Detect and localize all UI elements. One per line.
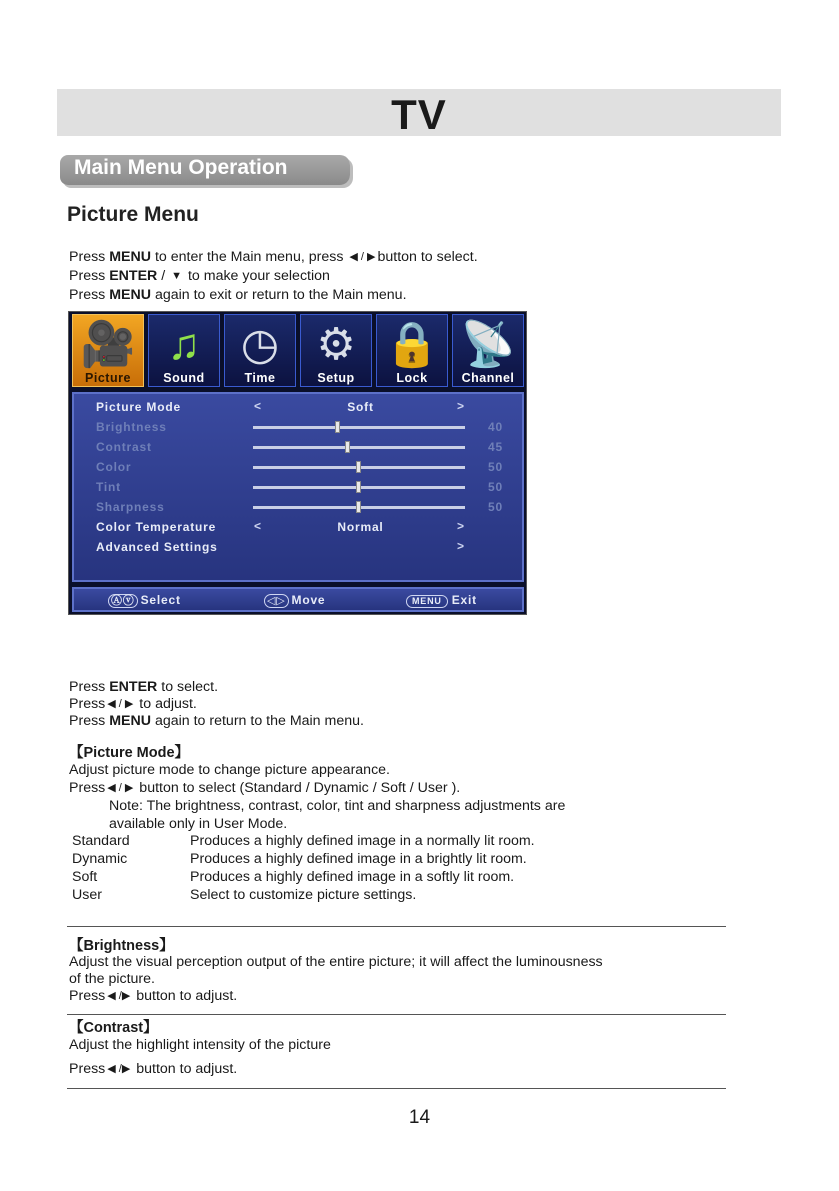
osd-tab-picture[interactable] bbox=[72, 314, 144, 387]
divider bbox=[67, 1014, 726, 1015]
osd-tab-label: Sound bbox=[163, 371, 205, 385]
picture-mode-title: 【Picture Mode】 bbox=[69, 745, 190, 761]
mode-term: Soft bbox=[72, 869, 98, 885]
slider-thumb[interactable] bbox=[335, 421, 340, 433]
contrast-press: Press ◀ /▶ button to adjust. bbox=[69, 1061, 238, 1077]
osd-tab-lock[interactable] bbox=[376, 314, 448, 387]
section-tab-label: Main Menu Operation bbox=[74, 156, 288, 179]
brightness-press: Press ◀ /▶ button to adjust. bbox=[69, 988, 238, 1004]
intro-line-1: Press MENU to enter the Main menu, press ◀ / ▶ button to select. bbox=[69, 249, 478, 265]
mode-term: Standard bbox=[72, 833, 130, 849]
left-right-icon: ◁▷ bbox=[264, 594, 289, 608]
gear-icon: ⚙ bbox=[316, 320, 356, 369]
down-arrow-icon: ▼ bbox=[171, 270, 183, 282]
osd-row-brightness[interactable]: Brightness 40 bbox=[96, 420, 503, 434]
lock-icon: 🔒 bbox=[384, 320, 440, 369]
mode-desc: Produces a highly defined image in a brightly lit room. bbox=[190, 851, 527, 867]
contrast-desc: Adjust the highlight intensity of the picture bbox=[69, 1037, 331, 1053]
page-title: TV bbox=[391, 91, 447, 138]
clock-icon: ◷ bbox=[240, 320, 280, 369]
enter-line-2: Press ◀ / ▶ to adjust. bbox=[69, 696, 197, 712]
chevron-left-icon: < bbox=[254, 399, 262, 413]
picture-mode-note-2: available only in User Mode. bbox=[109, 816, 288, 832]
up-down-icon: Ⓐⓥ bbox=[108, 594, 138, 608]
left-right-arrow-icon: ◀ /▶ bbox=[107, 1063, 131, 1075]
tint-slider[interactable] bbox=[253, 486, 465, 489]
osd-menu-panel bbox=[72, 392, 524, 582]
osd-tab-label: Picture bbox=[85, 371, 131, 385]
select-hint: Ⓐⓥ Select bbox=[108, 593, 181, 608]
camcorder-icon: 🎥 bbox=[80, 320, 136, 369]
intro-line-2: Press ENTER / ▼ to make your selection bbox=[69, 268, 330, 284]
osd-tab-label: Lock bbox=[396, 371, 428, 385]
section-tab bbox=[60, 155, 350, 185]
intro-line-3: Press MENU again to exit or return to the Main menu. bbox=[69, 287, 407, 303]
header-bar bbox=[57, 89, 781, 136]
left-right-arrow-icon: ◀ / ▶ bbox=[349, 251, 376, 263]
osd-row-tint[interactable]: Tint 50 bbox=[96, 480, 503, 494]
brightness-desc-2: of the picture. bbox=[69, 971, 155, 987]
osd-tab-setup[interactable] bbox=[300, 314, 372, 387]
osd-tab-channel[interactable] bbox=[452, 314, 524, 387]
brightness-slider[interactable] bbox=[253, 426, 465, 429]
osd-tab-label: Channel bbox=[461, 371, 515, 385]
exit-hint: MENU Exit bbox=[406, 593, 477, 608]
osd-screenshot bbox=[68, 311, 527, 615]
osd-tab-sound[interactable] bbox=[148, 314, 220, 387]
divider bbox=[67, 926, 726, 927]
contrast-slider[interactable] bbox=[253, 446, 465, 449]
contrast-title: 【Contrast】 bbox=[69, 1020, 158, 1036]
osd-help-bar bbox=[72, 587, 524, 612]
osd-tab-label: Setup bbox=[317, 371, 355, 385]
picture-mode-note-1: Note: The brightness, contrast, color, tint and sharpness adjustments are bbox=[109, 798, 566, 814]
left-right-arrow-icon: ◀ / ▶ bbox=[107, 698, 134, 710]
picture-mode-desc: Adjust picture mode to change picture appearance. bbox=[69, 762, 390, 778]
move-hint: ◁▷ Move bbox=[264, 593, 325, 608]
divider bbox=[67, 1088, 726, 1089]
satellite-dish-icon: 📡 bbox=[460, 320, 516, 369]
osd-row-picture-mode[interactable]: Picture Mode < Soft > bbox=[96, 399, 465, 414]
slider-thumb[interactable] bbox=[356, 501, 361, 513]
left-right-arrow-icon: ◀ /▶ bbox=[107, 990, 131, 1002]
brightness-title: 【Brightness】 bbox=[69, 938, 174, 954]
osd-row-color-temperature[interactable]: Color Temperature < Normal > bbox=[96, 519, 465, 534]
speaker-icon: ♫ bbox=[167, 320, 201, 369]
slider-thumb[interactable] bbox=[345, 441, 350, 453]
osd-row-advanced-settings[interactable]: Advanced Settings > bbox=[96, 539, 465, 554]
chevron-right-icon: > bbox=[457, 539, 465, 553]
page-number: 14 bbox=[408, 1107, 431, 1128]
osd-tab-row bbox=[72, 314, 525, 389]
slider-thumb[interactable] bbox=[356, 481, 361, 493]
chevron-left-icon: < bbox=[254, 519, 262, 533]
enter-line-1: Press ENTER to select. bbox=[69, 679, 219, 695]
menu-key-icon: MENU bbox=[406, 595, 448, 608]
slider-thumb[interactable] bbox=[356, 461, 361, 473]
mode-desc: Produces a highly defined image in a softly lit room. bbox=[190, 869, 515, 885]
left-right-arrow-icon: ◀ / ▶ bbox=[107, 782, 134, 794]
sharpness-slider[interactable] bbox=[253, 506, 465, 509]
mode-desc: Select to customize picture settings. bbox=[190, 887, 417, 903]
enter-line-3: Press MENU again to return to the Main menu. bbox=[69, 713, 364, 729]
osd-row-color[interactable]: Color 50 bbox=[96, 460, 503, 474]
mode-term: Dynamic bbox=[72, 851, 128, 867]
osd-tab-time[interactable] bbox=[224, 314, 296, 387]
osd-row-sharpness[interactable]: Sharpness 50 bbox=[96, 500, 503, 514]
mode-desc: Produces a highly defined image in a normally lit room. bbox=[190, 833, 535, 849]
section-heading: Picture Menu bbox=[67, 203, 199, 226]
chevron-right-icon: > bbox=[457, 399, 465, 413]
osd-row-contrast[interactable]: Contrast 45 bbox=[96, 440, 503, 454]
picture-mode-press: Press ◀ / ▶ button to select (Standard / Dynamic / Soft / User ). bbox=[69, 780, 461, 796]
chevron-right-icon: > bbox=[457, 519, 465, 533]
osd-tab-label: Time bbox=[244, 371, 276, 385]
brightness-desc-1: Adjust the visual perception output of the entire picture; it will affect the luminousness bbox=[69, 954, 603, 970]
color-slider[interactable] bbox=[253, 466, 465, 469]
mode-term: User bbox=[72, 887, 102, 903]
